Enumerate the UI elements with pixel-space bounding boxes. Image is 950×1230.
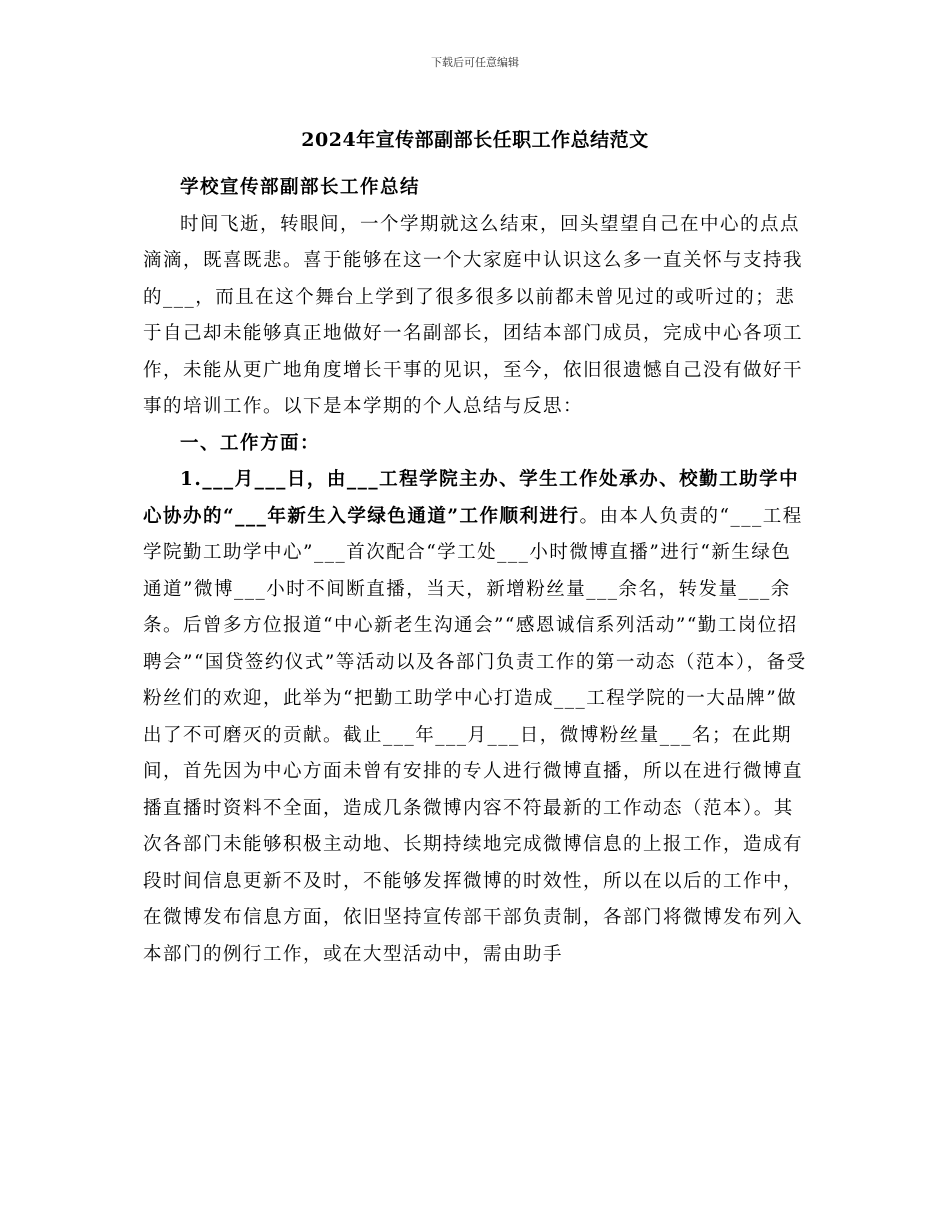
item-1-bold-lead: 1.___月___日，由___工程学院主办、学生工作处承办、校勤工助学中心协办的“___年新生入学绿色通道”工作顺利进行 [143,469,800,527]
item-1-paragraph [143,462,811,973]
intro-paragraph: 时间飞逝，转眼间，一个学期就这么结束，回头望望自己在中心的点点滴滴，既喜既悲。喜于能够在这一个大家庭中认识这么多一直关怀与支持我的___，而且在这个舞台上学到了很多很多以前都未曾见过的或听过的；悲于自己却未能够真正地做好一名副部长，团结本部门成员，完成中心各项工作，未能从更广地角度增长干事的见识，至今，依旧很遗憾自己没有做好干事的培训工作。以下是本学期的个人总结与反思： [143,213,804,417]
document-title: 2024年宣传部副部长任职工作总结范文 [301,129,649,151]
section-heading-work: 一、工作方面： [180,432,321,454]
document-body [143,170,811,973]
page-header-note: 下载后可任意编辑 [431,56,519,69]
item-1-body: 。由本人负责的“___工程学院勤工助学中心”___首次配合“学工处___小时微博直播”进行“新生绿色通道”微博___小时不间断直播，当天，新增粉丝量___余名，转发量___余条。后曾多方位报道“中心新老生沟通会”“感恩诚信系列活动”“勤工岗位招聘会”“国贷签约仪式”等活动以及各部门负责工作的第一动态（范本），备受粉丝们的欢迎，此举为“把勤工助学中心打造成___工程学院的一大品牌”做出了不可磨灭的贡献。截止___年___月___日，微博粉丝量___名；在此期间，首先因为中心方面未曾有安排的专人进行微博直播，所以在进行微博直播直播时资料不全面，造成几条微博内容不符最新的工作动态（范本）。其次各部门未能够积极主动地、长期持续地完成微博信息的上报工作，造成有段时间信息更新不及时，不能够发挥微博的时效性，所以在以后的工作中，在微博发布信息方面，依旧坚持宣传部干部负责制，各部门将微博发布列入本部门的例行工作，或在大型活动中，需由助手 [143,505,807,965]
document-subtitle: 学校宣传部副部长工作总结 [180,177,421,198]
